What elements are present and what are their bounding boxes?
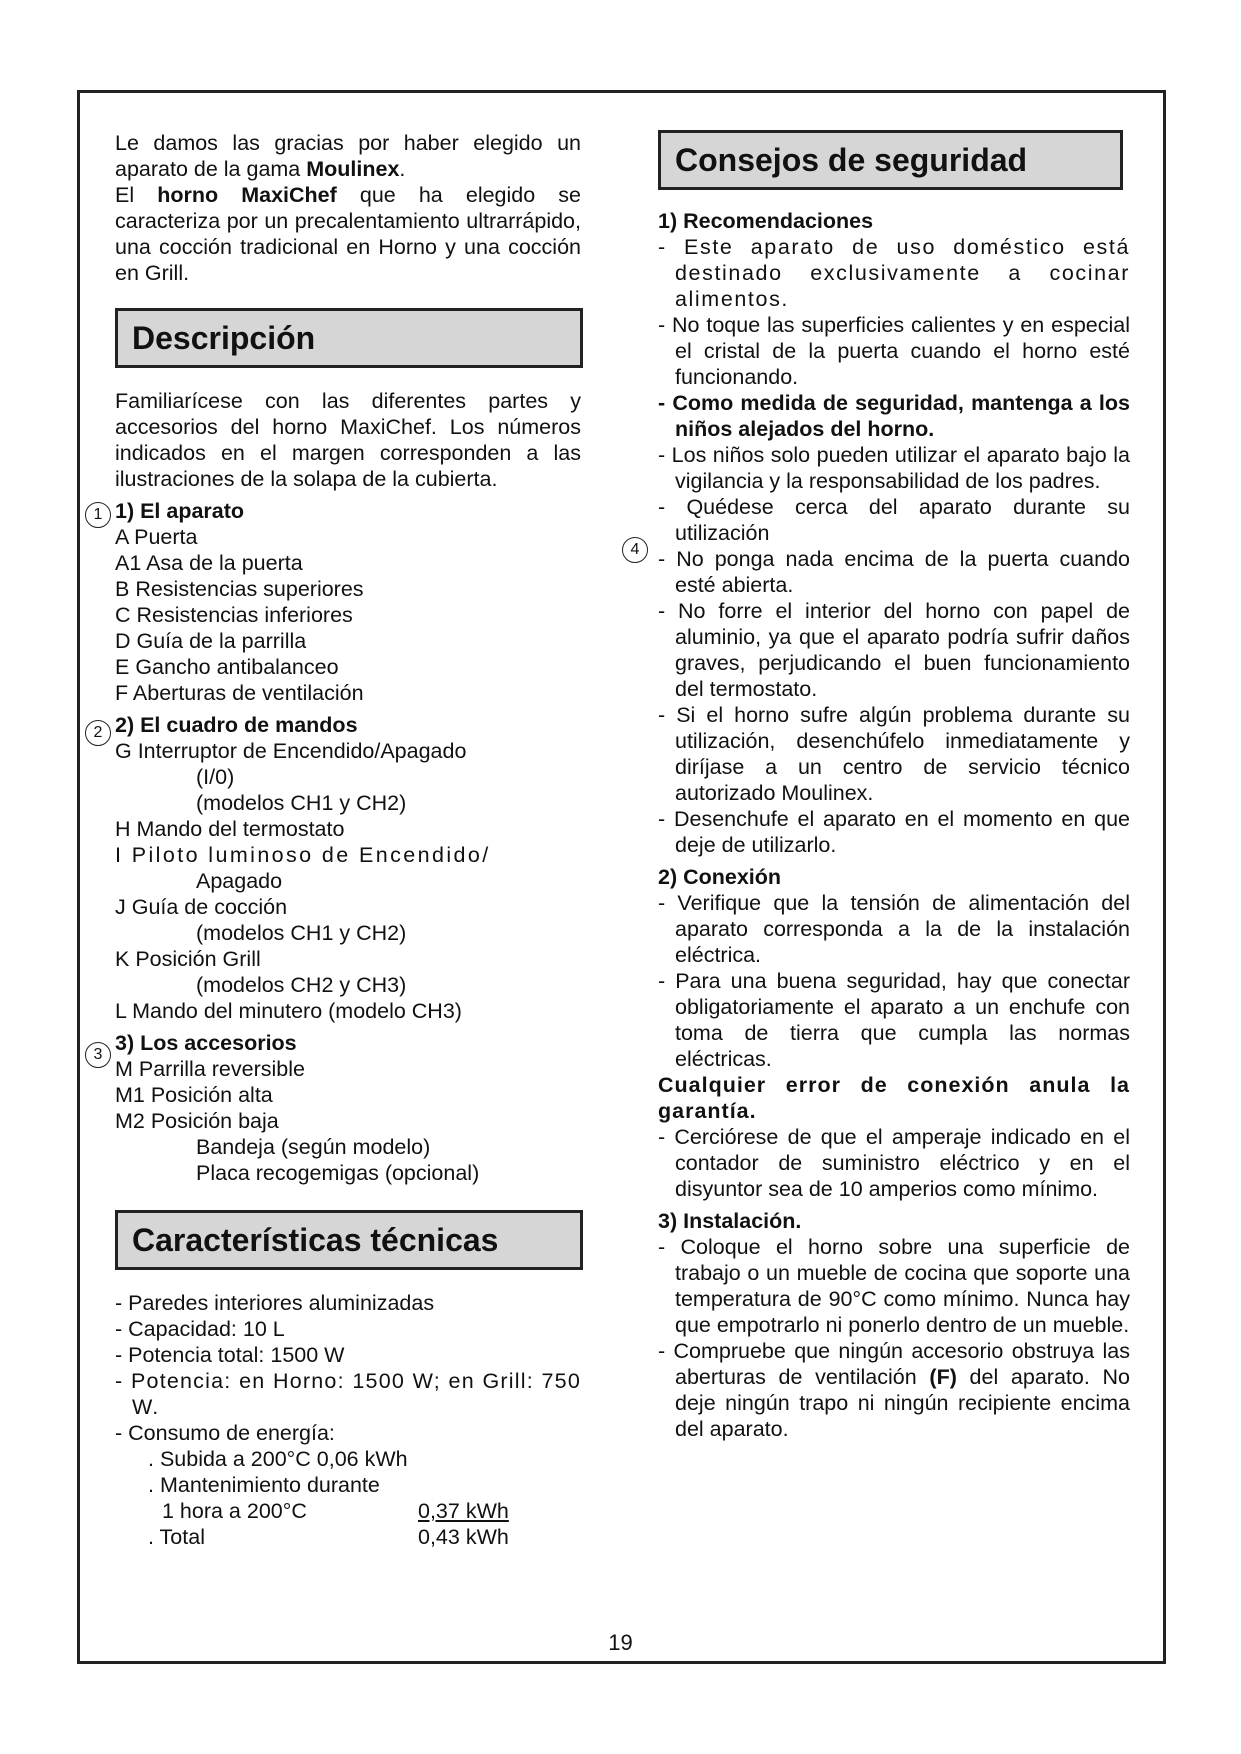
seguridad-heading: Consejos de seguridad xyxy=(658,130,1123,190)
list-item: Apagado xyxy=(196,869,283,893)
safety-warning: - Como medida de seguridad, mantenga a los niños alejados del horno. xyxy=(658,391,1130,441)
marker-3-icon: 3 xyxy=(85,1042,111,1068)
list-item: A1 Asa de la puerta xyxy=(115,551,303,575)
list-item: C Resistencias inferiores xyxy=(115,603,353,627)
list-item: (modelos CH2 y CH3) xyxy=(196,973,407,997)
descripcion-heading: Descripción xyxy=(115,308,583,368)
list-item: (modelos CH1 y CH2) xyxy=(196,791,407,815)
caracteristicas-heading: Características técnicas xyxy=(115,1210,583,1270)
section-aparato xyxy=(115,498,581,706)
right-column xyxy=(658,130,1130,1442)
list-item: M1 Posición alta xyxy=(115,1083,273,1107)
list-item: - Cerciórese de que el amperaje indicado en el contador de suministro eléctrico y en el disyuntor sea de 10 amperios como mínimo. xyxy=(658,1125,1130,1201)
consumo-table xyxy=(115,1446,581,1550)
section-cuadro-title: 2) El cuadro de mandos xyxy=(115,713,358,737)
list-item: - Consumo de energía: xyxy=(115,1421,335,1445)
conexion-title: 2) Conexión xyxy=(658,865,782,889)
list-item: - No ponga nada encima de la puerta cuando esté abierta. xyxy=(658,547,1130,597)
list-item: B Resistencias superiores xyxy=(115,577,364,601)
list-item: - Verifique que la tensión de alimentación del aparato corresponda a la de la instalación eléctrica. xyxy=(658,891,1130,967)
list-item: - Desenchufe el aparato en el momento en que deje de utilizarlo. xyxy=(658,807,1130,857)
list-item: A Puerta xyxy=(115,525,198,549)
list-item: - Los niños solo pueden utilizar el aparato bajo la vigilancia y la responsabilidad de los padres. xyxy=(658,443,1130,493)
recomendaciones-title: 1) Recomendaciones xyxy=(658,209,874,233)
instalacion-title: 3) Instalación. xyxy=(658,1209,802,1233)
list-item: (modelos CH1 y CH2) xyxy=(196,921,407,945)
caracteristicas-list xyxy=(115,1290,581,1550)
list-item: - No forre el interior del horno con papel de aluminio, ya que el aparato podría sufrir daños graves, perjudicando el buen funcionamiento del termostato. xyxy=(658,599,1130,701)
list-item: E Gancho antibalanceo xyxy=(115,655,339,679)
list-item: G Interruptor de Encendido/Apagado xyxy=(115,739,467,763)
list-item: J Guía de cocción xyxy=(115,895,288,919)
list-item: D Guía de la parrilla xyxy=(115,629,307,653)
consumo-row: . Mantenimiento durante xyxy=(148,1473,380,1497)
list-item: M2 Posición baja xyxy=(115,1109,279,1133)
page-number: 19 xyxy=(608,1630,633,1655)
section-aparato-title: 1) El aparato xyxy=(115,499,245,523)
list-item: - Paredes interiores aluminizadas xyxy=(115,1291,435,1315)
section-accesorios-title: 3) Los accesorios xyxy=(115,1031,297,1055)
list-item: I Piloto luminoso de Encendido/ xyxy=(115,843,491,867)
list-item: - Capacidad: 10 L xyxy=(115,1317,285,1341)
marker-2-icon: 2 xyxy=(85,720,111,746)
consumo-row: 1 hora a 200°C 0,37 kWh xyxy=(162,1499,509,1523)
list-item: M Parrilla reversible xyxy=(115,1057,305,1081)
marker-4-icon: 4 xyxy=(622,537,648,563)
list-item: - Potencia total: 1500 W xyxy=(115,1343,345,1367)
list-item: L Mando del minutero (modelo CH3) xyxy=(115,999,462,1023)
list-item: - Compruebe que ningún accesorio obstruya las aberturas de ventilación (F) del aparato. No deje ningún trapo ni ningún recipiente encima del aparato. xyxy=(658,1339,1130,1441)
list-item: - Este aparato de uso doméstico está destinado exclusivamente a cocinar alimentos. xyxy=(658,235,1130,311)
intro-paragraph-2: El horno MaxiChef que ha elegido se caracteriza por un precalentamiento ultrarrápido, una cocción tradicional en Horno y una cocción en Grill. xyxy=(115,183,582,285)
conexion-warning: Cualquier error de conexión anula la garantía. xyxy=(658,1073,1130,1123)
consumo-row: . Total 0,43 kWh xyxy=(148,1525,509,1549)
intro-paragraph-1: Le damos las gracias por haber elegido un aparato de la gama Moulinex. xyxy=(115,131,581,181)
marker-1-icon: 1 xyxy=(85,502,111,528)
list-item: - Coloque el horno sobre una superficie de trabajo o un mueble de cocina que soporte una temperatura de 90°C como mínimo. Nunca hay que empotrarlo ni ponerlo dentro de un mueble. xyxy=(658,1235,1130,1337)
left-column xyxy=(115,130,581,1550)
descripcion-paragraph: Familiarícese con las diferentes partes y accesorios del horno MaxiChef. Los números indicados en el margen corresponden a las ilustraciones de la solapa de la cubierta. xyxy=(115,389,581,491)
list-item: F Aberturas de ventilación xyxy=(115,681,364,705)
list-item: Bandeja (según modelo) xyxy=(196,1135,431,1159)
list-item: - Potencia: en Horno: 1500 W; en Grill: 750 W. xyxy=(115,1369,581,1419)
list-item: Placa recogemigas (opcional) xyxy=(196,1161,480,1185)
list-item: K Posición Grill xyxy=(115,947,261,971)
list-item: - Si el horno sufre algún problema durante su utilización, desenchúfelo inmediatamente y diríjase a un centro de servicio técnico autorizado Moulinex. xyxy=(658,703,1130,805)
list-item: H Mando del termostato xyxy=(115,817,345,841)
list-item: - Para una buena seguridad, hay que conectar obligatoriamente el aparato a un enchufe con toma de tierra que cumpla las normas eléctricas. xyxy=(658,969,1130,1071)
list-item: (I/0) xyxy=(196,765,235,789)
section-cuadro-mandos xyxy=(115,712,581,1024)
section-accesorios xyxy=(115,1030,581,1186)
list-item: - Quédese cerca del aparato durante su utilización xyxy=(658,495,1130,545)
list-item: - No toque las superficies calientes y en especial el cristal de la puerta cuando el horno esté funcionando. xyxy=(658,313,1130,389)
consumo-row: . Subida a 200°C 0,06 kWh xyxy=(148,1447,408,1471)
